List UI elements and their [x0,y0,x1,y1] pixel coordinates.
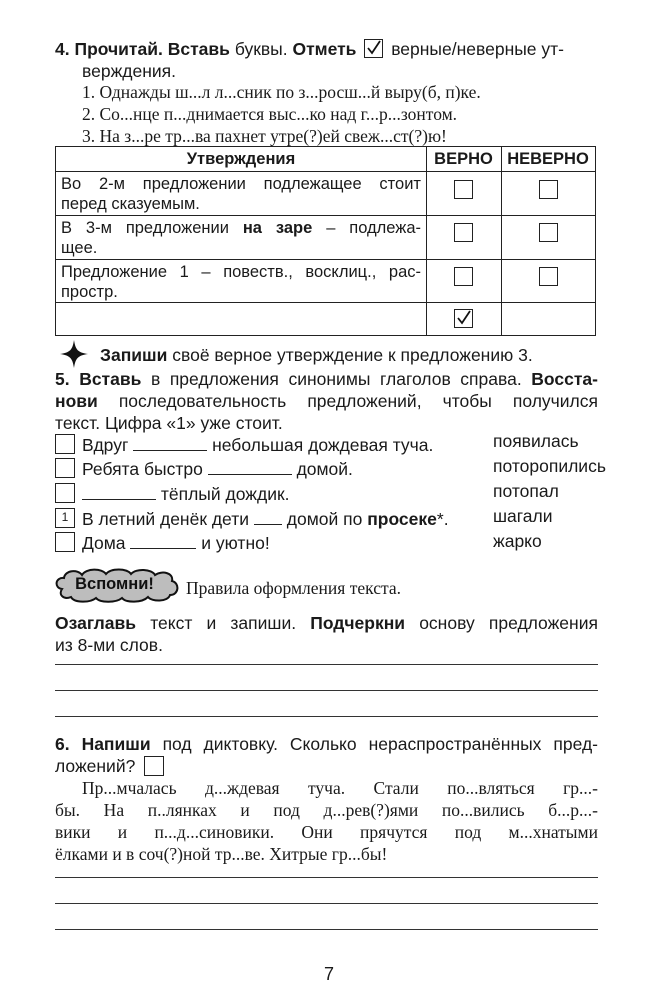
task4-sentence-1: 1. Однажды ш...л л...сник по з...росш...й выру(б, п)ке. [82,82,481,102]
synonym-1: появилась [493,431,579,451]
page-number: 7 [323,964,334,984]
task4-rest: верные/неверные ут- [391,39,564,59]
order-box-5[interactable] [55,532,75,552]
row2-true-checkbox[interactable] [454,223,473,242]
answer-line[interactable] [55,664,598,665]
task4-number: 4. [55,39,70,59]
checkmark-box-icon [364,39,383,58]
synonym-3: потопал [493,481,559,501]
four-point-star-icon [59,339,89,369]
blank-field[interactable] [130,534,196,549]
task6-line1: 6. Напиши под диктовку. Сколько нераспространённых пред- [55,734,598,754]
blank-field[interactable] [82,485,156,500]
table-row-3-text: Предложение 1 – повеств., восклиц., рас- простр. [61,263,421,301]
answer-line[interactable] [55,877,598,878]
task5-item-5: Дома и уютно! [82,533,270,553]
task4-heading-line2: верждения. [82,61,176,81]
task4-sentence-3: 3. На з...ре тр...ва пахнет утре(?)ей свеж...ст(?)ю! [82,126,447,146]
answer-line[interactable] [55,903,598,904]
row3-false-checkbox[interactable] [539,267,558,286]
task6-line2: ложений? [55,755,164,777]
order-box-2[interactable] [55,458,75,478]
task5-item-3: тёплый дождик. [82,483,290,505]
dictation-line-4: ёлками и в соч(?)ной тр...ве. Хитрые гр...бы! [55,844,388,864]
task4-insert: Вставь [167,39,230,59]
synonym-5: жарко [493,531,542,551]
row4-true-checkbox-checked[interactable] [454,309,473,328]
order-box-4[interactable]: 1 [55,508,75,528]
dictation-line-2: бы. На п..лянках и под д...рев(?)ями по...вились б...р...- [55,800,598,820]
task5-item-4: В летний денёк дети домой по просеке*. [82,509,449,529]
answer-line[interactable] [55,716,598,717]
synonym-2: поторопились [493,456,606,476]
remember-badge [52,567,180,603]
table-header-statements: Утверждения [186,150,296,168]
checkmark-icon [456,310,472,326]
table-row-1-text: Во 2-м предложении подлежащее стоит перед сказуемым. [61,175,421,213]
answer-box[interactable] [144,756,164,776]
synonym-4: шагали [493,506,553,526]
task5-item-2: Ребята быстро домой. [82,459,353,479]
task5-line3: текст. Цифра «1» уже стоит. [55,413,283,433]
answer-line[interactable] [55,690,598,691]
row1-true-checkbox[interactable] [454,180,473,199]
task5-line2: нови последовательность предложений, чтобы получился [55,391,598,411]
statements-table [55,146,596,336]
task4-heading [55,38,598,60]
remember-badge-text: Вспомни! [75,575,154,593]
task4-mark: Отметь [292,39,357,59]
order-box-1[interactable] [55,434,75,454]
task5-line1: 5. Вставь в предложения синонимы глаголов справа. Восста- [55,369,598,389]
row2-false-checkbox[interactable] [539,223,558,242]
task5-item-1: Вдруг небольшая дождевая туча. [82,435,434,455]
title-task-line2: из 8-ми слов. [55,635,163,655]
title-task-line1: Озаглавь текст и запиши. Подчеркни основу предложения [55,613,598,633]
write-task-line: Запиши своё верное утверждение к предложению 3. [100,345,533,365]
row1-false-checkbox[interactable] [539,180,558,199]
answer-line[interactable] [55,929,598,930]
table-header-true: ВЕРНО [434,150,493,168]
task4-read: Прочитай. [74,39,163,59]
row3-true-checkbox[interactable] [454,267,473,286]
blank-field[interactable] [254,510,282,525]
dictation-line-3: вики и п...д...синовики. Они прячутся под м...хнатыми [55,822,598,842]
dictation-line-1: Пр...мчалась д...ждевая туча. Стали по...вляться гр...- [82,778,598,798]
table-row-2-text: В 3-м предложении на заре – подлежа- щее. [61,219,421,257]
task4-sentence-2: 2. Со...нце п...днимается выс...ко над г...р...зонтом. [82,104,458,124]
task4-letters: буквы. [234,39,288,59]
remember-text: Правила оформления текста. [186,578,401,598]
order-box-3[interactable] [55,483,75,503]
blank-field[interactable] [133,436,207,451]
blank-field[interactable] [208,460,292,475]
table-header-false: НЕВЕРНО [507,150,589,168]
